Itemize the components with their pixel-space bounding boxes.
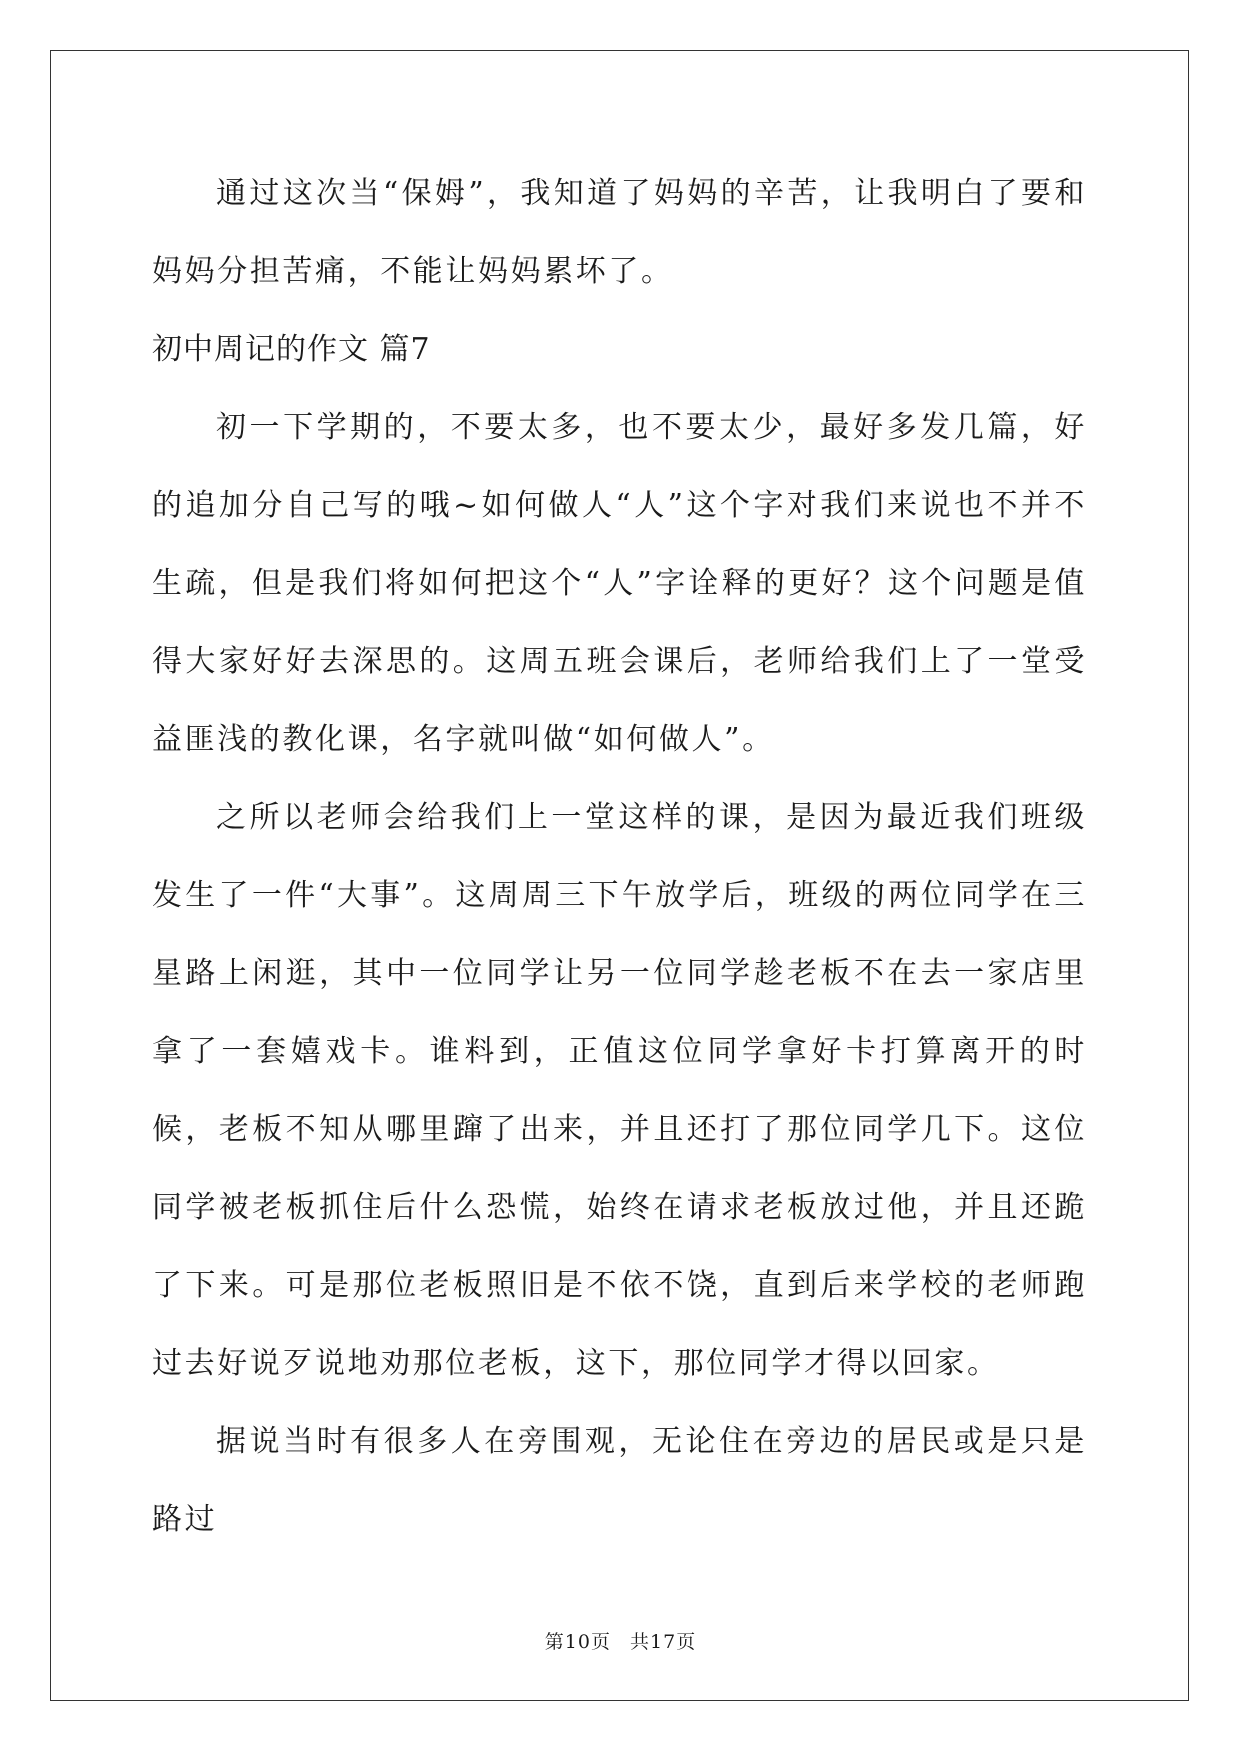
paragraph-intro: 初一下学期的，不要太多，也不要太少，最好多发几篇，好的追加分自己写的哦~如何做人“人”这个字对我们来说也不并不生疏，但是我们将如何把这个“人”字诠释的更好？这个问题是值得大家好好去深思的。这周五班会课后，老师给我们上了一堂受益匪浅的教化课，名字就叫做“如何做人”。 <box>152 410 1087 757</box>
paragraph-event: 之所以老师会给我们上一堂这样的课，是因为最近我们班级发生了一件“大事”。这周周三下午放学后，班级的两位同学在三星路上闲逛，其中一位同学让另一位同学趁老板不在去一家店里拿了一套嬉戏卡。谁料到，正值这位同学拿好卡打算离开的时候，老板不知从哪里蹿了出来，并且还打了那位同学几下。这位同学被老板抓住后什么恐慌，始终在请求老板放过他，并且还跪了下来。可是那位老板照旧是不依不饶，直到后来学校的老师跑过去好说歹说地劝那位老板，这下，那位同学才得以回家。 <box>152 800 1087 1381</box>
paragraph-conclusion: 通过这次当“保姆”，我知道了妈妈的辛苦，让我明白了要和妈妈分担苦痛，不能让妈妈累坏了。 <box>152 176 1087 289</box>
total-page-count: 共17页 <box>630 1631 697 1653</box>
section-heading: 初中周记的作文 篇7 <box>152 332 431 367</box>
paragraph-onlookers: 据说当时有很多人在旁围观，无论住在旁边的居民或是只是路过 <box>152 1424 1087 1537</box>
document-body <box>152 155 1087 1559</box>
page-footer <box>0 1627 1241 1654</box>
current-page-number: 第10页 <box>544 1631 611 1653</box>
